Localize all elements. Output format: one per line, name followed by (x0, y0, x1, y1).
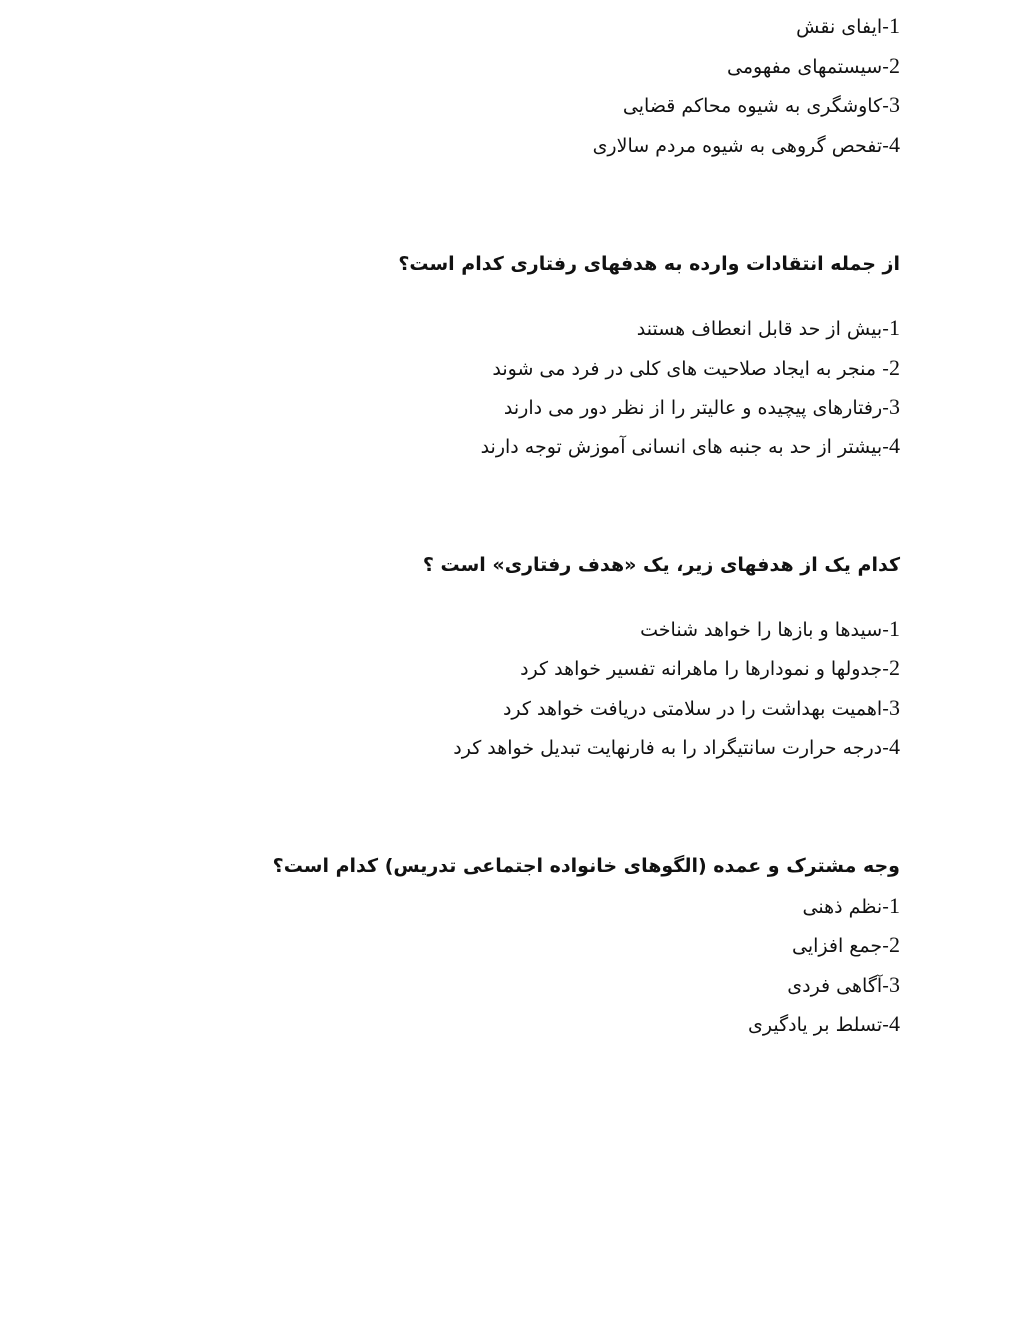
option-line (100, 11, 900, 41)
question-title: وجه مشترک و عمده (الگوهای خانواده اجتماعی تدریس) کدام است؟ (272, 855, 900, 877)
option-line (100, 614, 900, 644)
option-text: -اهمیت بهداشت را در سلامتی دریافت خواهد کرد (502, 698, 889, 720)
option-number: 2 (889, 53, 900, 78)
option-number: 1 (889, 13, 900, 38)
option-text: -نظم ذهنی (802, 896, 889, 918)
option-number: 3 (889, 92, 900, 117)
question-title: از جمله انتقادات وارده به هدفهای رفتاری کدام است؟ (398, 253, 900, 275)
option-number: 4 (889, 1011, 900, 1036)
option-number: 4 (889, 734, 900, 759)
option-line (100, 732, 900, 762)
option-text: -درجه حرارت سانتیگراد را به فارنهایت تبدیل خواهد کرد (453, 737, 889, 759)
option-text: -جمع افزایی (792, 935, 889, 957)
option-text: -تفحص گروهی به شیوه مردم سالاری (592, 135, 889, 157)
option-number: 1 (889, 616, 900, 641)
option-line (100, 431, 900, 461)
option-number: 1 (889, 893, 900, 918)
option-line (100, 891, 900, 921)
option-number: 1 (889, 315, 900, 340)
option-text: -بیش از حد قابل انعطاف هستند (636, 318, 889, 340)
option-number: 4 (889, 433, 900, 458)
question-title: کدام یک از هدفهای زیر، یک «هدف رفتاری» است ؟ (422, 554, 900, 576)
option-line (100, 653, 900, 683)
option-text: - منجر به ایجاد صلاحیت های کلی در فرد می شوند (492, 358, 889, 380)
option-number: 2 (889, 355, 900, 380)
option-text: -تسلط بر یادگیری (748, 1014, 889, 1036)
option-number: 3 (889, 394, 900, 419)
option-text: -ایفای نقش (796, 16, 889, 38)
option-line (100, 1009, 900, 1039)
option-line (100, 130, 900, 160)
option-text: -سیستمهای مفهومی (726, 56, 889, 78)
option-number: 4 (889, 132, 900, 157)
option-line (100, 90, 900, 120)
option-line (100, 693, 900, 723)
option-number: 2 (889, 932, 900, 957)
option-line (100, 930, 900, 960)
option-number: 2 (889, 655, 900, 680)
option-text: -رفتارهای پیچیده و عالیتر را از نظر دور می دارند (503, 397, 889, 419)
option-line (100, 392, 900, 422)
option-number: 3 (889, 695, 900, 720)
option-line (100, 313, 900, 343)
option-text: -آگاهی فردی (787, 975, 889, 997)
option-text: -سیدها و بازها را خواهد شناخت (640, 619, 889, 641)
option-text: -جدولها و نمودارها را ماهرانه تفسیر خواهد کرد (520, 658, 889, 680)
option-line (100, 970, 900, 1000)
option-text: -بیشتر از حد به جنبه های انسانی آموزش توجه دارند (480, 436, 889, 458)
option-text: -کاوشگری به شیوه محاکم قضایی (622, 95, 889, 117)
option-line (100, 353, 900, 383)
option-line (100, 51, 900, 81)
option-number: 3 (889, 972, 900, 997)
